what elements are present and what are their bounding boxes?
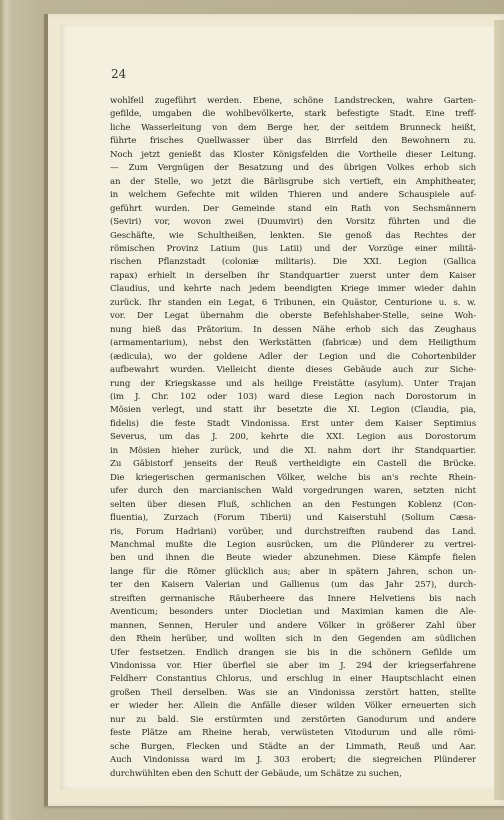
text-line: Manchmal mußte die Legion ausrücken, um die Plünderer zu vertrei- [110, 539, 476, 550]
text-line: fidelis) die feste Stadt Vindonissa. Erst unter dem Kaiser Septimius [110, 418, 476, 429]
text-line: in Mösien hieher zurück, und die XI. nahm dort ihr Standquartier. [110, 445, 476, 456]
text-line: zurück. Ihr standen ein Legat, 6 Tribunen, ein Quästor, Centurione u. s. w. [110, 297, 476, 308]
text-line: ter den Kaisern Valerian und Gallienus (um das Jahr 257), durch- [110, 580, 476, 591]
text-line: führte frisches Quellwasser über das Birrfeld den Bewohnern zu. [110, 136, 476, 147]
text-line: Vindonissa vor. Hier überfiel sie aber im J. 294 der kriegserfahrene [110, 661, 476, 672]
text-line: an der Stelle, wo jetzt die Bärlisgrube sich vertieft, ein Amphitheater, [110, 176, 476, 187]
text-line: vor. Der Legat übernahm die oberste Befehlshaber-Stelle, seine Woh- [110, 311, 476, 322]
text-line: lange für die Römer glücklich aus; aber in spätern Jahren, schon un- [110, 566, 476, 577]
text-line: mannen, Sennen, Heruler und andere Völker in größerer Zahl über [110, 620, 476, 631]
text-line: ben und ihnen die Beute wieder abzunehmen. Diese Kämpfe fielen [110, 553, 476, 564]
text-line: Claudius, und kehrte nach jedem beendigten Kriege immer wieder dahin [110, 284, 476, 295]
text-line: liche Wasserleitung von dem Berge her, der seitdem Brunneck heißt, [110, 122, 476, 133]
text-line: (im J. Chr. 102 oder 103) ward diese Legion nach Dorostorum in [110, 391, 476, 402]
text-line: Noch jetzt genießt das Kloster Königsfelden die Vortheile dieser Leitung. [110, 149, 476, 160]
text-line: Aventicum; besonders unter Diocletian und Maximian kamen die Ale- [110, 607, 476, 618]
text-line: ris, Forum Hadriani) vorüber, und durchstreiften raubend das Land. [110, 526, 476, 537]
text-line: rapax) erhielt in derselben ihr Standquartier zuerst unter dem Kaiser [110, 270, 476, 281]
text-line: geführt wurden. Der Gemeinde stand ein Rath von Sechsmännern [110, 203, 476, 214]
text-line: in welchem Gefechte mit wilden Thieren und andere Schauspiele auf- [110, 190, 476, 201]
text-line: (ædicula), wo der goldene Adler der Legion und die Cohortenbilder [110, 351, 476, 362]
text-line: rischen Pflanzstadt (coloniæ militaris). Die XXI. Legion (Gallica [110, 257, 476, 268]
text-line: streiften germanische Räuberheere das Innere Helvetiens bis nach [110, 593, 476, 604]
text-line: Ufer festsetzen. Endlich drangen sie bis in die schönern Gefilde um [110, 647, 476, 658]
page-edge [494, 20, 504, 800]
text-line: feste Plätze am Rheine herab, verwüsteten Vitodurum und alle römi- [110, 728, 476, 739]
text-line: fluentia), Zurzach (Forum Tiberii) und Kaiserstuhl (Solium Cæsa- [110, 513, 476, 524]
text-line: (Seviri) vor, wovon zwei (Duumviri) den Vorsitz führten und die [110, 217, 476, 228]
text-line: wohlfeil zugeführt werden. Ebene, schöne Landstrecken, wahre Garten- [110, 96, 476, 106]
text-line: ufer durch den marcianischen Wald vorgedrungen waren, setzten nicht [110, 486, 476, 497]
text-line: selten über diesen Fluß, schlichen an den Festungen Koblenz (Con- [110, 499, 476, 510]
text-line: er wieder her. Allein die Anfälle dieser wilden Völker erneuerten sich [110, 701, 476, 712]
page-number: 24 [111, 67, 127, 81]
text-line: Die kriegerischen germanischen Völker, welche bis an's rechte Rhein- [110, 472, 476, 483]
text-line: durchwühlten eben den Schutt der Gebäude, um Schätze zu suchen, [110, 768, 402, 779]
text-line: Mösien verlegt, und statt ihr besetzte die XI. Legion (Claudia, pia, [110, 405, 476, 416]
text-line: sche Burgen, Flecken und Städte an der Limmath, Reuß und Aar. [110, 741, 476, 752]
body-text [110, 95, 476, 781]
text-line: den Rhein herüber, und wollten sich in den Gegenden am südlichen [110, 634, 476, 645]
text-line: Zu Gäbistorf jenseits der Reuß vertheidigte ein Castell die Brücke. [110, 459, 476, 470]
text-line: großen Theil derselben. Was sie an Vindonissa zerstört hatten, stellte [110, 687, 476, 698]
text-line: Feldherr Constantius Chlorus, und erschlug in einer Hauptschlacht einen [110, 674, 476, 685]
text-line: gefilde, umgaben die wohlbevölkerte, stark befestigte Stadt. Eine treff- [110, 109, 476, 120]
text-line: Geschäfte, wie Schultheißen, lenkten. Sie genoß das Rechtes der [110, 230, 476, 241]
text-line: Auch Vindonissa ward im J. 303 erobert; die siegreichen Plünderer [110, 755, 476, 766]
text-line: aufbewahrt wurden. Vielleicht diente dieses Gebäude auch zur Siche- [110, 365, 476, 376]
text-line: rung der Kriegskasse und als heilige Freistätte (asylum). Unter Trajan [110, 378, 476, 389]
text-line: nur zu bald. Sie erstürmten und zerstörten Ganodurum und andere [110, 714, 476, 725]
text-line: Severus, um das J. 200, kehrte die XXI. Legion aus Dorostorum [110, 432, 476, 443]
text-line: römischen Provinz Latium (jus Latii) und der Vorzüge einer militä- [110, 243, 476, 254]
text-line: nung hieß das Prätorium. In dessen Nähe erhob sich das Zeughaus [110, 324, 476, 335]
text-line: — Zum Vergnügen der Besatzung und des übrigen Volkes erhob sich [110, 163, 476, 174]
text-line: (armamentarium), nebst den Werkstätten (fabricæ) und dem Heiligthum [110, 338, 476, 349]
